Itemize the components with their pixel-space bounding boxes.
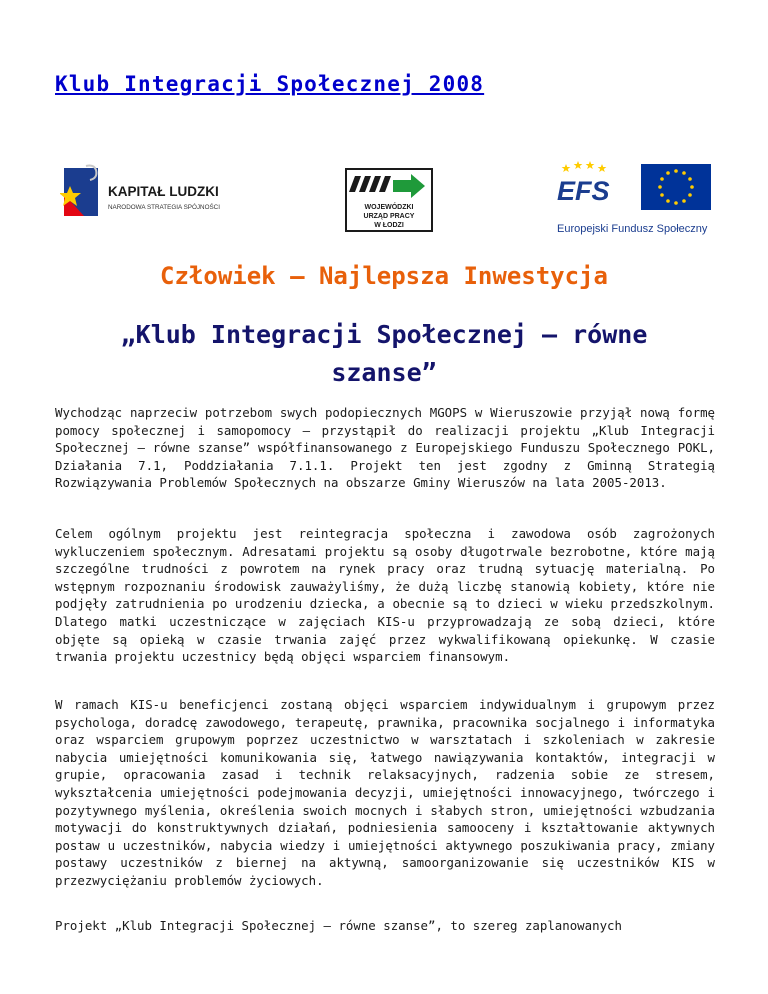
efs-logo — [555, 158, 715, 236]
project-title-line2: szanse” — [331, 358, 437, 387]
efs-mark: EFS — [557, 176, 610, 206]
kapital-ludzki-name: KAPITAŁ LUDZKI — [108, 184, 219, 199]
wup-lodz-logo — [345, 168, 433, 232]
paragraph-support: W ramach KIS-u beneficjenci zostaną objęci wsparciem indywidualnym i grupowym przez psychologa, doradcę zawodowego, terapeutę, prawnika, pracownika socjalnego i informatyka oraz wsparciem grupowym poprzez uczestnictwo w warsztatach i szkoleniach w zakresie nabycia umiejętności komunikowania się, łatwego nawiązywania kontaktów, integracji w grupie, opracowania zasad i technik relaksacyjnych, radzenia sobie ze stresem, wykształcenia umiejętności podejmowania decyzji, umiejętności innowacyjnego, twórczego i pozytywnego myślenia, określenia swoich mocnych i słabych stron, umiejętności wzbudzania motywacji do konstruktywnych działań, podniesienia samooceny i kształtowanie aktywnych postaw u uczestników, nabycia wiedzy i umiejętności aktywnego poszukiwania pracy, zmiany postawy uczestników z biernej na aktywną, samoorganizowanie się uczestników KIS w przezwyciężaniu problemów życiowych. — [55, 697, 715, 888]
slogan-heading: Człowiek – Najlepsza Inwestycja — [160, 262, 608, 290]
kapital-ludzki-subtitle: NARODOWA STRATEGIA SPÓJNOŚCI — [108, 204, 220, 211]
project-title-line1: „Klub Integracji Społecznej – równe — [120, 320, 648, 349]
efs-stars-icon — [562, 161, 607, 172]
efs-caption: Europejski Fundusz Społeczny — [557, 223, 708, 235]
wup-line2: URZĄD PRACY — [363, 213, 415, 220]
kapital-ludzki-logo — [60, 158, 230, 228]
paragraph-project: Projekt „Klub Integracji Społecznej – równe szanse”, to szereg zaplanowanych — [55, 918, 622, 933]
paragraph-intro: Wychodząc naprzeciw potrzebom swych podopiecznych MGOPS w Wieruszowie przyjął nową formę pomocy społecznej i samopomocy – przystąpił do realizacji projektu „Klub Integracji Społecznej – równe szanse” współfinansowanego z Europejskiego Funduszu Społecznego POKL, Działania 7.1, Poddziałania 7.1.1. Projekt ten jest zgodny z Gminną Strategią Rozwiązywania Problemów Społecznych na obszarze Gminy Wieruszów na lata 2005-2013. — [55, 405, 715, 491]
paragraph-goal: Celem ogólnym projektu jest reintegracja społeczna i zawodowa osób zagrożonych wykluczeniem społecznym. Adresatami projektu są osoby długotrwale bezrobotne, które mają szczególne trudności z powrotem na rynek pracy oraz trudną sytuację materialną. Po wstępnym rozpoznaniu środowisk zauważyliśmy, że dużą liczbę stanowią kobiety, które nie podjęły zatrudnienia po urodzeniu dziecka, a obecnie są to dzieci w wieku przedszkolnym. Dlatego matki uczestniczące w zajęciach KIS-u przyprowadzają ze sobą dzieci, które objęte są opieką w czasie trwania zajęć przez wykwalifikowaną opiekunkę. W czasie trwania projektu uczestnicy będą objęci wsparciem finansowym. — [55, 526, 715, 665]
wup-line1: WOJEWÓDZKI — [364, 204, 414, 211]
page-title-link[interactable]: Klub Integracji Społecznej 2008 — [55, 72, 485, 96]
wup-line3: W ŁODZI — [374, 222, 404, 229]
logo-bar — [0, 150, 768, 235]
project-title-heading — [0, 316, 768, 392]
